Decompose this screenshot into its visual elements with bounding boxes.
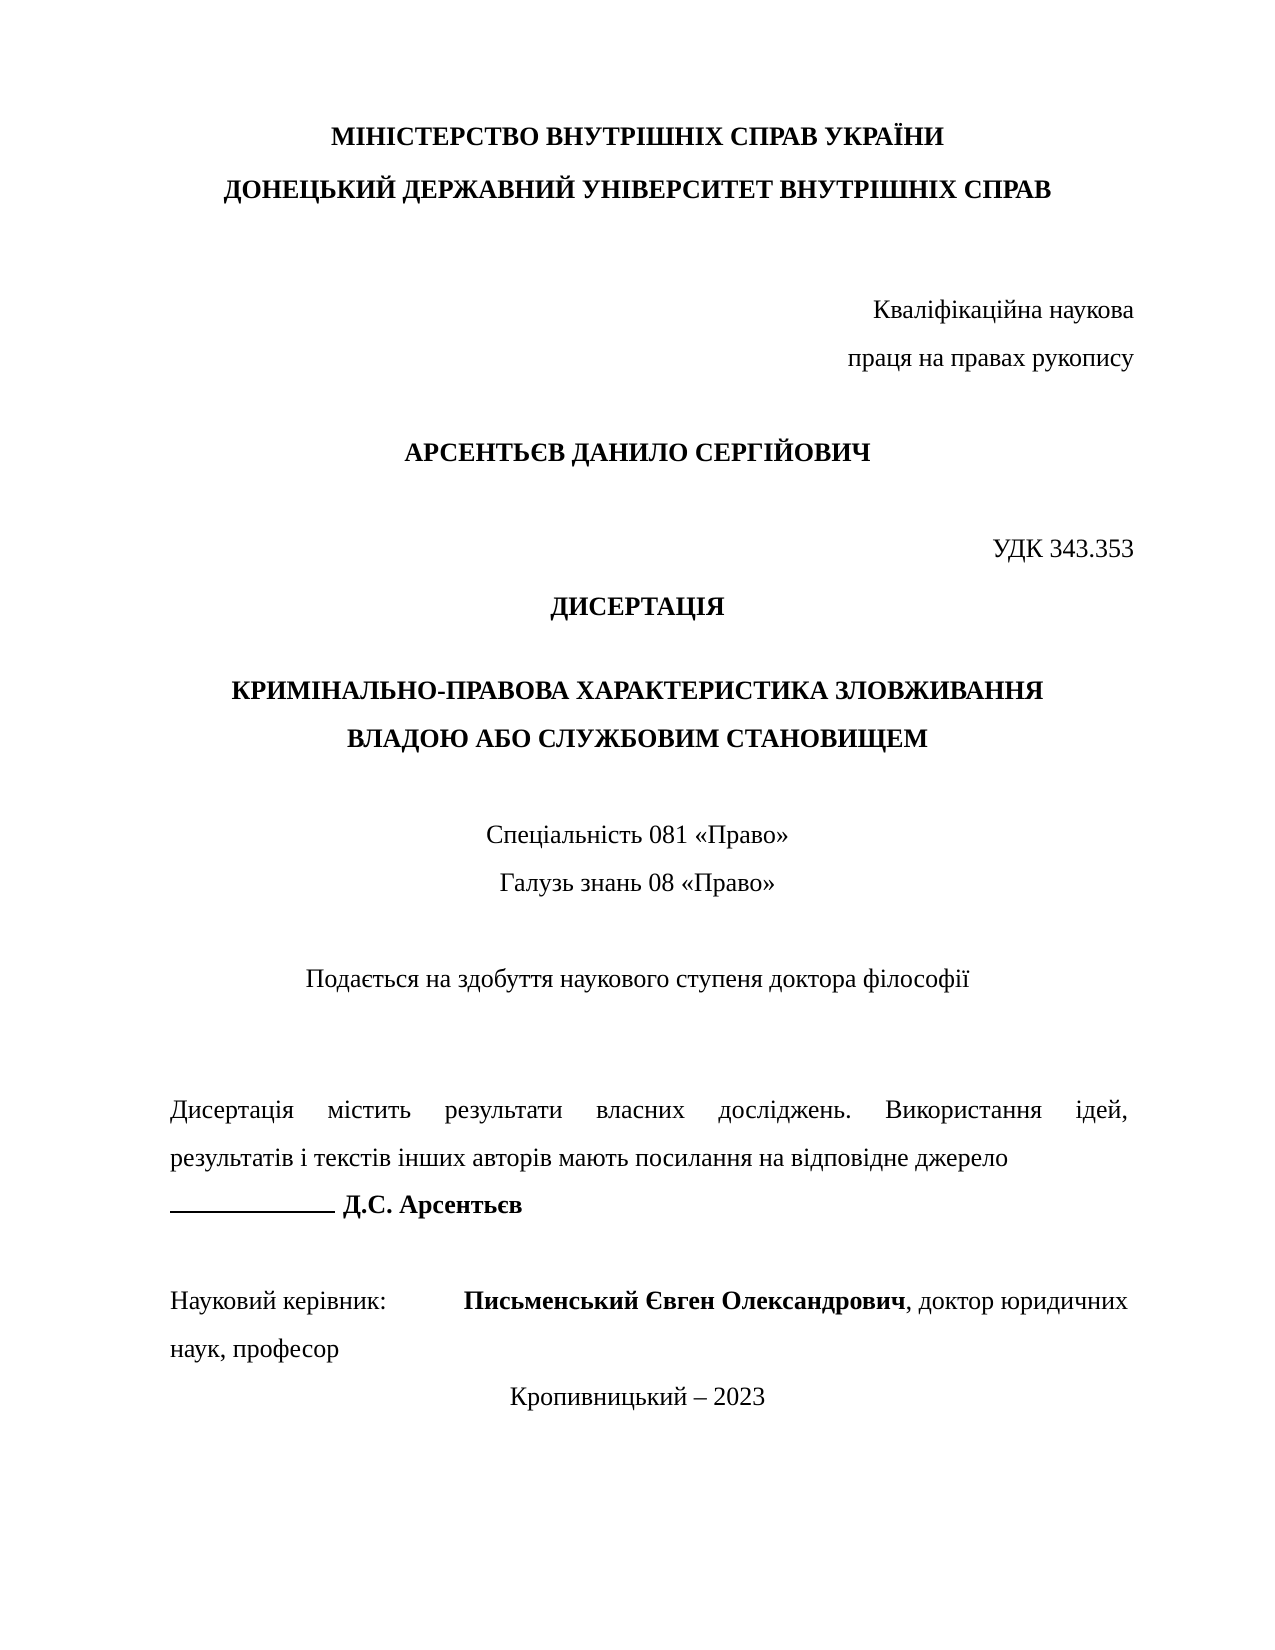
originality-word: Використання (885, 1095, 1043, 1124)
originality-statement-line1 (170, 1094, 1128, 1126)
degree-statement: Подається на здобуття наукового ступеня доктора філософії (305, 964, 970, 993)
university-heading: ДОНЕЦЬКИЙ ДЕРЖАВНИЙ УНІВЕРСИТЕТ ВНУТРІШНІХ СПРАВ (223, 175, 1052, 204)
signature-line (170, 1189, 335, 1213)
specialty: Спеціальність 081 «Право» (486, 820, 789, 849)
originality-word: власних (596, 1095, 685, 1124)
dissertation-title-line1: КРИМІНАЛЬНО-ПРАВОВА ХАРАКТЕРИСТИКА ЗЛОВЖИВАННЯ (231, 676, 1044, 705)
originality-statement-line2: результатів і текстів інших авторів мають посилання на відповідне джерело (170, 1143, 1009, 1172)
supervisor-line2: наук, професор (170, 1334, 340, 1363)
originality-word: результати (444, 1095, 563, 1124)
supervisor-label: Науковий керівник: (170, 1286, 387, 1315)
originality-word: містить (327, 1095, 412, 1124)
supervisor-line1 (170, 1285, 1128, 1317)
manuscript-note-line1: Кваліфікаційна наукова (872, 295, 1134, 324)
field-of-knowledge: Галузь знань 08 «Право» (499, 868, 776, 897)
signature-name: Д.С. Арсентьєв (343, 1190, 523, 1219)
originality-word: ідей, (1075, 1095, 1128, 1124)
supervisor-name: Письменський Євген Олександрович (463, 1286, 906, 1315)
ministry-heading: МІНІСТЕРСТВО ВНУТРІШНІХ СПРАВ УКРАЇНИ (330, 122, 944, 151)
document-type: ДИСЕРТАЦІЯ (550, 592, 725, 621)
udc-code: УДК 343.353 (992, 534, 1134, 563)
originality-word: Дисертація (170, 1095, 295, 1124)
city-year: Кропивницький – 2023 (509, 1382, 766, 1411)
supervisor-credentials: , доктор юридичних (905, 1286, 1128, 1315)
author-name: АРСЕНТЬЄВ ДАНИЛО СЕРГІЙОВИЧ (404, 438, 871, 467)
originality-word: досліджень. (718, 1095, 852, 1124)
signature-block (170, 1189, 523, 1221)
dissertation-title-line2: ВЛАДОЮ АБО СЛУЖБОВИМ СТАНОВИЩЕМ (346, 724, 929, 753)
manuscript-note-line2: праця на правах рукопису (847, 343, 1134, 372)
